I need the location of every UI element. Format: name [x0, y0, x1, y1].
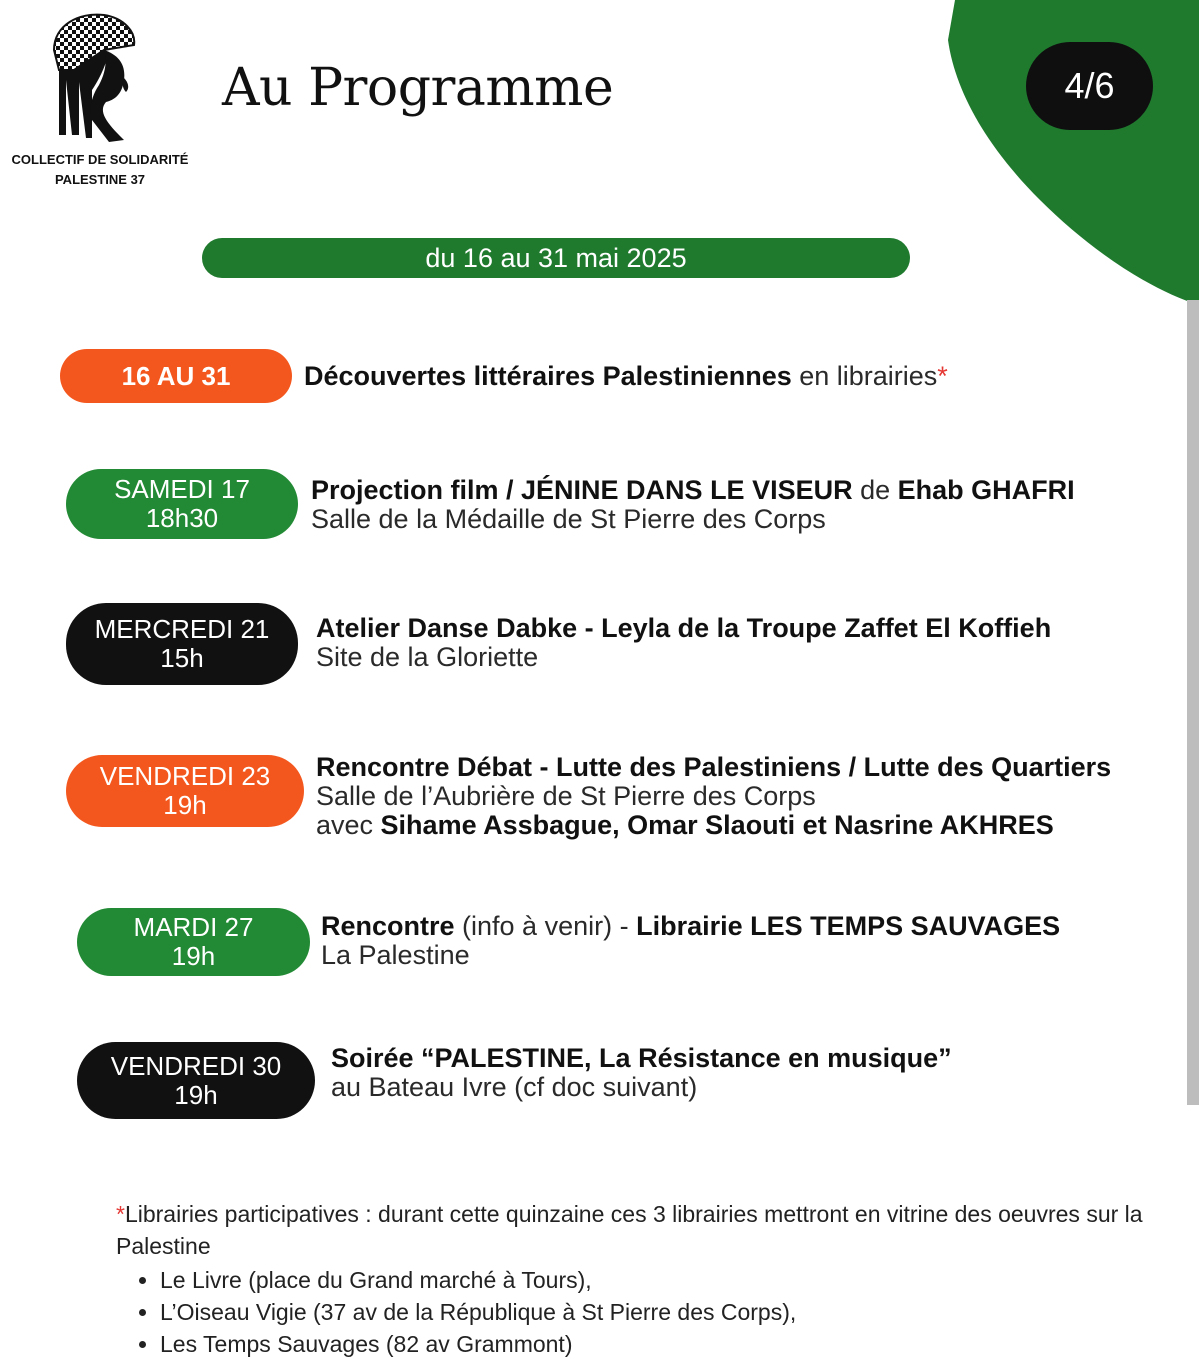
event-director: Ehab GHAFRI: [897, 475, 1075, 505]
event-badge-day: SAMEDI 17: [114, 474, 250, 504]
event-music-evening: [331, 1044, 952, 1102]
event-badge-vendredi-30: [77, 1042, 315, 1119]
organization-name: [0, 150, 200, 190]
event-title: Atelier Danse Dabke - Leyla de la Troupe Zaffet El Koffieh: [316, 613, 1052, 643]
org-line-2: PALESTINE 37: [54, 172, 146, 187]
event-badge-day: MERCREDI 21: [94, 614, 270, 644]
page-title: Au Programme: [222, 58, 614, 118]
asterisk: *: [937, 361, 948, 391]
event-title: Rencontre Débat - Lutte des Palestiniens / Lutte des Quartiers: [316, 752, 1112, 782]
event-badge-day: VENDREDI 23: [99, 761, 271, 791]
org-line-1: COLLECTIF DE SOLIDARITÉ: [11, 152, 189, 167]
date-range-banner: du 16 au 31 mai 2025: [202, 238, 910, 278]
event-bookstore-meeting: [321, 912, 1060, 970]
list-item: • Les Temps Sauvages (82 av Grammont): [160, 1328, 1146, 1360]
event-guests-prefix: avec: [316, 810, 381, 840]
event-title: Découvertes littéraires Palestiniennes: [304, 361, 792, 391]
list-item: • L’Oiseau Vigie (37 av de la République à St Pierre des Corps),: [160, 1296, 1146, 1328]
event-badge-day: MARDI 27: [133, 912, 254, 942]
footnote-text: Librairies participatives : durant cette quinzaine ces 3 librairies mettront en vitrine des oeuvres sur la Palestine: [116, 1201, 1143, 1259]
event-title-note: (info à venir) -: [454, 911, 637, 941]
asterisk: *: [116, 1201, 125, 1227]
event-location: Salle de l’Aubrière de St Pierre des Corps: [316, 781, 816, 811]
event-badge-mercredi-21: [66, 603, 298, 685]
event-badge-time: 15h: [160, 643, 204, 673]
footnote: [116, 1198, 1146, 1360]
event-title: Projection film / JÉNINE DANS LE VISEUR: [311, 475, 853, 505]
event-badge-time: 18h30: [145, 503, 219, 533]
event-title-suffix: en librairies: [791, 361, 938, 391]
event-title: Soirée “PALESTINE, La Résistance en musique”: [331, 1043, 952, 1073]
event-badge-date: 16 AU 31: [121, 360, 231, 391]
event-bookstore: Librairie LES TEMPS SAUVAGES: [636, 911, 1061, 941]
event-debate: [316, 753, 1111, 840]
collectif-logo-icon: [44, 10, 144, 150]
page-indicator: 4/6: [1026, 42, 1153, 130]
event-badge-mardi-27: [77, 908, 310, 976]
event-location: Salle de la Médaille de St Pierre des Corps: [311, 504, 826, 534]
event-badge-time: 19h: [163, 790, 207, 820]
event-title: Rencontre: [321, 911, 455, 941]
event-subtitle: La Palestine: [321, 940, 470, 970]
event-film-projection: [311, 476, 1075, 534]
event-badge-time: 19h: [171, 941, 216, 971]
event-location: au Bateau Ivre (cf doc suivant): [331, 1072, 698, 1102]
event-badge-vendredi-23: [66, 755, 304, 827]
event-dabke-workshop: [316, 614, 1051, 672]
event-badge-16-31: [60, 349, 292, 403]
list-item: • Le Livre (place du Grand marché à Tours),: [160, 1264, 1146, 1296]
scrollbar[interactable]: [1187, 300, 1199, 1105]
event-badge-samedi-17: [66, 469, 298, 539]
event-badge-day: VENDREDI 30: [110, 1050, 282, 1081]
bookstore-list: [116, 1264, 1146, 1360]
event-discoveries: [304, 362, 948, 391]
event-badge-time: 19h: [174, 1079, 218, 1110]
event-title-connector: de: [852, 475, 898, 505]
event-guests: Sihame Assbague, Omar Slaouti et Nasrine AKHRES: [380, 810, 1054, 840]
event-location: Site de la Gloriette: [316, 642, 539, 672]
